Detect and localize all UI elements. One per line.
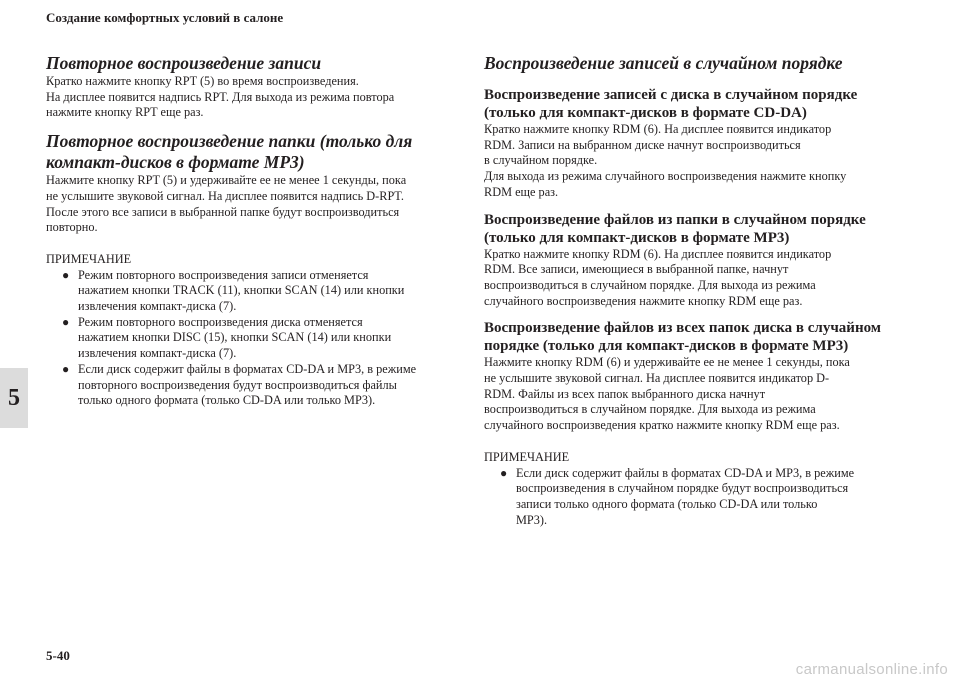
bullet-icon: ● <box>62 314 70 329</box>
paragraph-random-cdda <box>484 122 894 201</box>
section-title-repeat-track: Повторное воспроизведение записи <box>46 53 322 73</box>
text-line: Режим повторного воспроизведения записи отменяется <box>78 267 369 282</box>
bullet-icon: ● <box>500 465 508 480</box>
text-line: в случайном порядке. <box>484 153 598 168</box>
text-line: После этого все записи в выбранной папке будут воспроизводиться <box>46 204 400 219</box>
subsection-title-random-cdda <box>484 86 894 122</box>
bullet-icon: ● <box>62 361 70 376</box>
text-line: Если диск содержит файлы в форматах CD-DA и MP3, в режиме <box>516 465 855 480</box>
text-line: воспроизводиться в случайном порядке. Для выхода из режима <box>484 402 816 417</box>
text-line: повторного воспроизведения будут воспроизводиться файлы <box>78 377 397 392</box>
title-line: Воспроизведение записей с диска в случайном порядке <box>484 87 858 103</box>
text-line: Кратко нажмите кнопку RPT (5) во время воспроизведения. <box>46 74 359 88</box>
text-line: нажмите кнопку RPT еще раз. <box>46 105 204 120</box>
subsection-title-random-all <box>484 319 894 355</box>
section-title-repeat-folder <box>46 131 451 173</box>
text-line: извлечения компакт-диска (7). <box>78 299 237 314</box>
text-line: Режим повторного воспроизведения диска отменяется <box>78 314 363 329</box>
text-line: извлечения компакт-диска (7). <box>78 346 237 361</box>
text-line: повторно. <box>46 220 98 235</box>
text-line: Для выхода из режима случайного воспроизведения нажмите кнопку <box>484 169 847 184</box>
text-line: MP3). <box>516 512 548 527</box>
note-title: ПРИМЕЧАНИЕ <box>46 251 132 266</box>
text-line: Если диск содержит файлы в форматах CD-DA и MP3, в режиме <box>78 361 417 376</box>
title-line: Воспроизведение файлов из папки в случайном порядке <box>484 211 866 228</box>
text-line: случайного воспроизведения нажмите кнопку RDM еще раз. <box>484 293 803 308</box>
note-item <box>46 362 451 409</box>
note-item <box>46 315 451 362</box>
text-line: только одного формата (только CD-DA или только MP3). <box>78 393 376 408</box>
title-line: Повторное воспроизведение папки (только для <box>46 131 413 152</box>
text-line: RDM еще раз. <box>484 184 559 199</box>
text-line: Нажмите кнопку RDM (6) и удерживайте ее не менее 1 секунды, пока <box>484 355 850 370</box>
text-line: Нажмите кнопку RPT (5) и удерживайте ее не менее 1 секунды, пока <box>46 173 407 188</box>
text-line: нажатием кнопки DISC (15), кнопки SCAN (14) или кнопки <box>78 330 392 345</box>
bullet-icon: ● <box>62 267 70 282</box>
text-line: Кратко нажмите кнопку RDM (6). На дисплее появится индикатор <box>484 246 832 261</box>
subsection-title-random-folder <box>484 211 894 247</box>
text-line: Кратко нажмите кнопку RDM (6). На дисплее появится индикатор <box>484 122 832 136</box>
text-line: RDM. Все записи, имеющиеся в выбранной папке, начнут <box>484 262 789 277</box>
note-list <box>46 268 451 409</box>
paragraph-random-all <box>484 355 894 434</box>
text-line: воспроизводиться в случайном порядке. Для выхода из режима <box>484 277 816 292</box>
title-line: порядке (только для компакт-дисков в формате MP3) <box>484 338 849 355</box>
right-column <box>484 53 894 528</box>
title-line: компакт-дисков в формате MP3) <box>46 152 305 173</box>
running-title: Создание комфортных условий в салоне <box>46 10 284 25</box>
title-line: (только для компакт-дисков в формате MP3) <box>484 229 790 246</box>
title-line: (только для компакт-дисков в формате CD-DA) <box>484 105 807 121</box>
paragraph-repeat-folder <box>46 173 451 236</box>
note-item <box>46 268 451 315</box>
chapter-tab: 5 <box>0 368 28 428</box>
text-line: случайного воспроизведения кратко нажмите кнопку RDM еще раз. <box>484 418 840 433</box>
note-list <box>484 466 894 529</box>
section-title-random: Воспроизведение записей в случайном порядке <box>484 53 843 73</box>
text-line: На дисплее появится надпись RPT. Для выхода из режима повтора <box>46 89 395 104</box>
paragraph-repeat-track <box>46 74 451 121</box>
text-line: воспроизведения в случайном порядке будут воспроизводиться <box>516 481 849 496</box>
text-line: RDM. Файлы из всех папок выбранного диска начнут <box>484 386 766 401</box>
left-column <box>46 53 451 409</box>
note-title: ПРИМЕЧАНИЕ <box>484 449 570 464</box>
text-line: нажатием кнопки TRACK (11), кнопки SCAN (14) или кнопки <box>78 283 405 298</box>
text-line: записи только одного формата (только CD-DA или только <box>516 496 818 511</box>
text-line: не услышите звуковой сигнал. На дисплее появится индикатор D- <box>484 371 830 386</box>
page-number: 5-40 <box>46 648 70 663</box>
note-item <box>484 466 894 529</box>
text-line: RDM. Записи на выбранном диске начнут воспроизводиться <box>484 137 801 152</box>
title-line: Воспроизведение файлов из всех папок диска в случайном <box>484 320 882 337</box>
watermark: carmanualsonline.info <box>795 661 948 678</box>
text-line: не услышите звуковой сигнал. На дисплее появится надпись D-RPT. <box>46 188 404 203</box>
paragraph-random-folder <box>484 247 894 310</box>
